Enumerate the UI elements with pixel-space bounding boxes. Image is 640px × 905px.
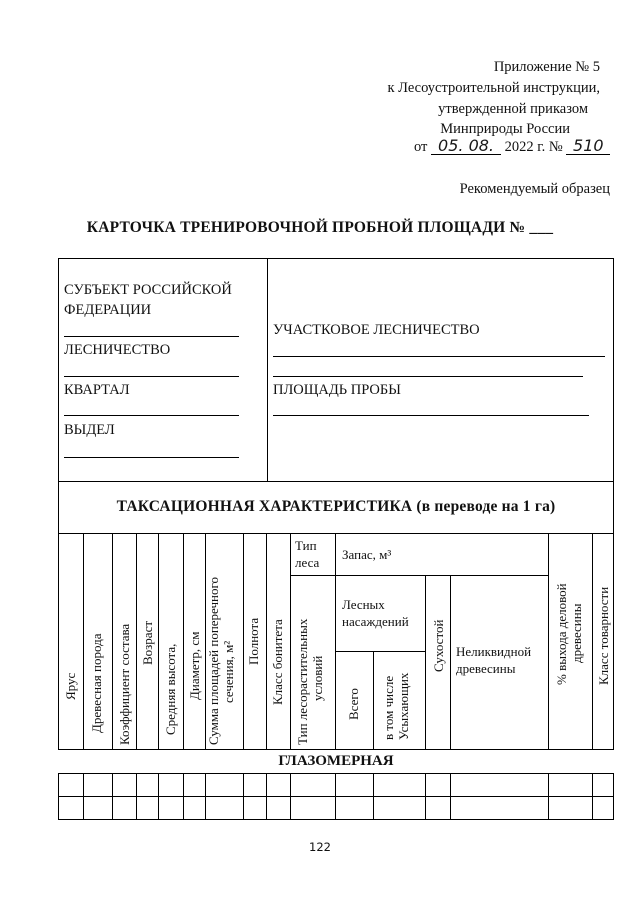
col-forest-type-line2: леса [295, 555, 320, 570]
year-text: 2022 г. № [504, 139, 563, 155]
col-density: Полнота [246, 617, 261, 665]
subject-field[interactable] [64, 336, 239, 337]
stands-under-line [335, 651, 425, 652]
col-height: Средняя высота, [163, 643, 178, 735]
col-line [548, 533, 549, 820]
forestry-label: ЛЕСНИЧЕСТВО [64, 342, 171, 358]
col-line [592, 533, 593, 820]
order-line: утвержденной приказом [438, 101, 588, 117]
col-line [158, 533, 159, 820]
col-marketability: Класс товарности [596, 586, 611, 685]
plot-area-label: ПЛОЩАДЬ ПРОБЫ [273, 382, 401, 398]
col-tier: Ярус [63, 672, 78, 700]
subject-label [64, 280, 232, 320]
col-deadwood: Сухостой [431, 619, 446, 672]
subject-label-line1: СУБЪЕКТ РОССИЙСКОЙ [64, 282, 232, 298]
col-line [450, 575, 451, 820]
ministry-line: Минприроды России [440, 121, 570, 137]
col-forest-type-line1: Тип [295, 538, 317, 553]
col-species: Древесная порода [89, 633, 104, 733]
handwritten-number: 510 [566, 138, 610, 155]
allotment-field[interactable] [64, 457, 239, 458]
col-business-line1: % выхода деловой [554, 583, 569, 685]
col-line [243, 533, 244, 820]
col-nonliquid-line1: Неликвидной [456, 644, 532, 659]
col-line [335, 533, 336, 820]
quarter-label: КВАРТАЛ [64, 382, 130, 398]
col-line [136, 533, 137, 820]
forestry-field[interactable] [64, 376, 239, 377]
col-age: Возраст [140, 620, 155, 665]
sample-label: Рекомендуемый образец [459, 181, 610, 197]
col-growth-type-line1: Тип лесорастительных [295, 618, 310, 745]
col-drying-line1: в том числе [381, 675, 396, 740]
stock-under-line [290, 575, 548, 576]
col-forest-type [295, 537, 319, 571]
col-drying-line2: Усыхающих [396, 672, 411, 740]
order-date-line [414, 138, 610, 157]
district-forestry-label: УЧАСТКОВОЕ ЛЕСНИЧЕСТВО [273, 322, 480, 338]
col-stands-line1: Лесных [342, 597, 385, 612]
col-line [290, 533, 291, 773]
district-forestry-field[interactable] [273, 356, 605, 357]
table-top-border [58, 533, 614, 534]
plot-area-field[interactable] [273, 415, 589, 416]
date-prefix: от [414, 139, 428, 155]
col-line [112, 533, 113, 820]
subject-label-line2: ФЕДЕРАЦИИ [64, 302, 152, 318]
col-line [183, 533, 184, 820]
instruction-line: к Лесоустроительной инструкции, [387, 80, 600, 96]
col-basal-area-line1: Сумма площадей поперечного [206, 576, 221, 745]
col-basal-area [206, 577, 236, 745]
district-forestry-field-2[interactable] [273, 376, 583, 377]
upper-bottom-border [58, 481, 614, 482]
data-row-border [58, 796, 614, 797]
col-growth-type [295, 619, 325, 745]
card-title: КАРТОЧКА ТРЕНИРОВОЧНОЙ ПРОБНОЙ ПЛОЩАДИ № ___ [86, 219, 554, 236]
col-total: Всего [346, 688, 361, 720]
appendix-label: Приложение № 5 [493, 59, 600, 75]
col-site-class: Класс бонитета [270, 619, 285, 705]
col-drying [381, 673, 411, 740]
col-line [83, 533, 84, 820]
quarter-field[interactable] [64, 415, 239, 416]
col-stands [342, 596, 409, 630]
allotment-label: ВЫДЕЛ [64, 422, 115, 438]
upper-divider [267, 258, 268, 481]
col-basal-area-line2: сечения, м² [221, 640, 236, 703]
col-composition: Коэффициент состава [117, 623, 132, 745]
col-stock: Запас, м³ [342, 547, 392, 562]
handwritten-date: 05. 08. [431, 138, 501, 155]
visual-section-title: ГЛАЗОМЕРНАЯ [278, 753, 394, 769]
col-business [554, 583, 584, 685]
visual-bottom-border [58, 773, 614, 774]
page-number: 122 [309, 840, 331, 854]
col-line [425, 575, 426, 820]
col-nonliquid [456, 643, 531, 677]
taxation-title: ТАКСАЦИОННАЯ ХАРАКТЕРИСТИКА (в переводе на 1 га) [116, 498, 556, 515]
col-line [266, 533, 267, 820]
col-growth-type-line2: условий [310, 655, 325, 701]
col-diameter: Диаметр, см [187, 631, 202, 700]
col-business-line2: древесины [569, 603, 584, 663]
col-line [373, 651, 374, 820]
col-stands-line2: насаждений [342, 614, 409, 629]
col-nonliquid-line2: древесины [456, 661, 516, 676]
